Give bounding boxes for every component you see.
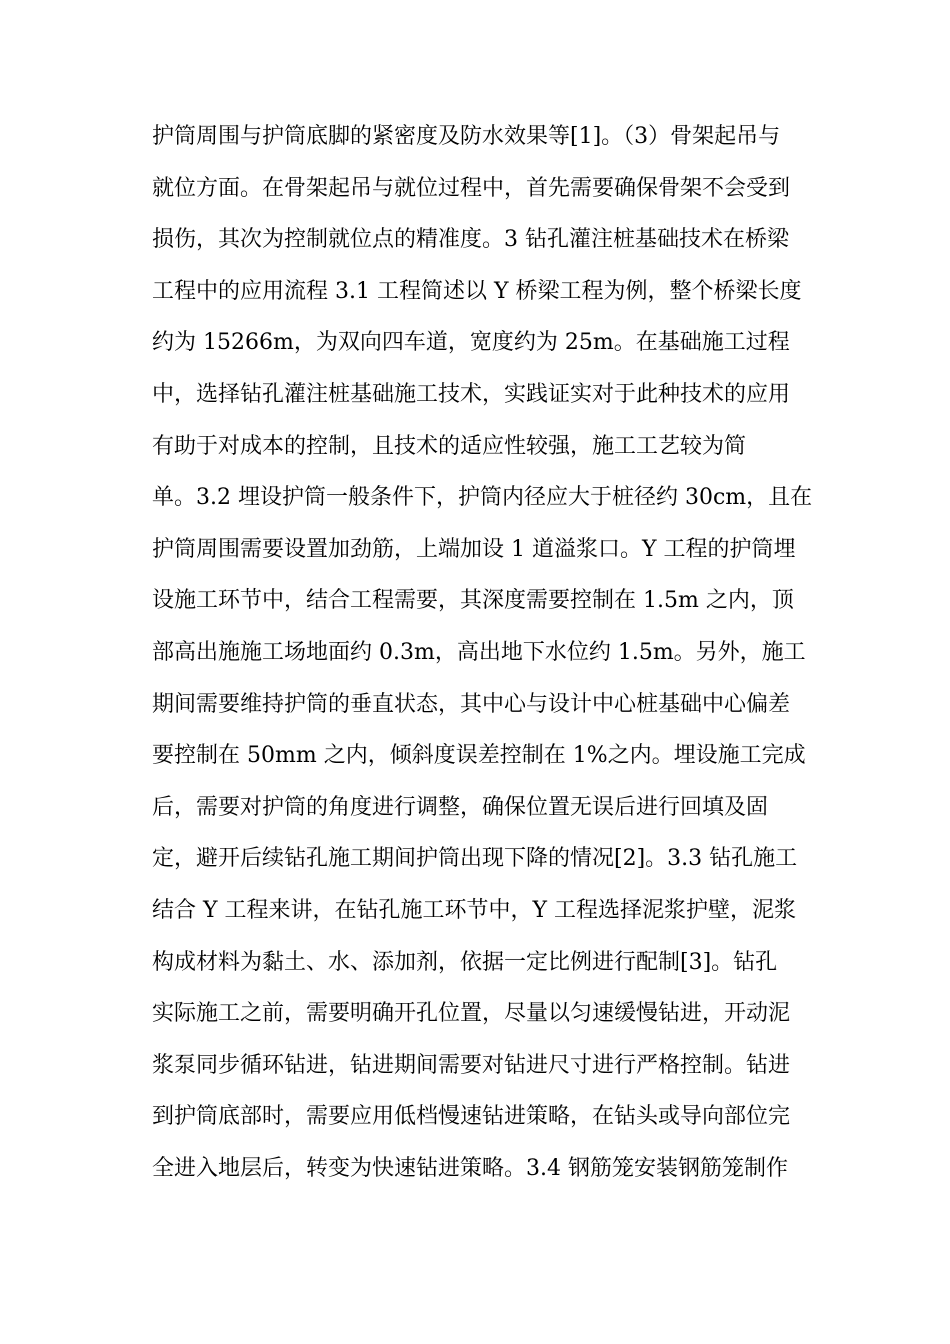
text-line: 有助于对成本的控制，且技术的适应性较强，施工工艺较为简 — [152, 433, 747, 459]
text-line: 实际施工之前，需要明确开孔位置，尽量以匀速缓慢钻进，开动泥 — [152, 1001, 791, 1027]
text-line: 结合 Y 工程来讲，在钻孔施工环节中，Y 工程选择泥浆护壁，泥浆 — [152, 897, 797, 923]
text-line: 就位方面。在骨架起吊与就位过程中，首先需要确保骨架不会受到 — [152, 175, 791, 201]
text-line: 护筒周围需要设置加劲筋，上端加设 1 道溢浆口。Y 工程的护筒埋 — [152, 536, 796, 562]
text-line: 定，避开后续钻孔施工期间护筒出现下降的情况[2]。3.3 钻孔施工 — [152, 846, 798, 872]
body-text — [152, 111, 812, 1194]
text-line: 约为 15266m，为双向四车道，宽度约为 25m。在基础施工过程 — [152, 330, 790, 356]
text-line: 护筒周围与护筒底脚的紧密度及防水效果等[1]。（3）骨架起吊与 — [152, 124, 781, 149]
text-line: 损伤，其次为控制就位点的精准度。3 钻孔灌注桩基础技术在桥梁 — [152, 227, 789, 253]
text-line: 中，选择钻孔灌注桩基础施工技术，实践证实对于此种技术的应用 — [152, 381, 791, 407]
text-line: 单。3.2 埋设护筒一般条件下，护筒内径应大于桩径约 30cm，且在 — [152, 485, 813, 511]
text-line: 工程中的应用流程 3.1 工程简述以 Y 桥梁工程为例，整个桥梁长度 — [152, 278, 802, 304]
text-line: 设施工环节中，结合工程需要，其深度需要控制在 1.5m 之内，顶 — [152, 588, 794, 614]
text-line: 构成材料为黏土、水、添加剂，依据一定比例进行配制[3]。钻孔 — [152, 949, 778, 975]
text-line: 到护筒底部时，需要应用低档慢速钻进策略，在钻头或导向部位完 — [152, 1104, 791, 1130]
text-line: 部高出施施工场地面约 0.3m，高出地下水位约 1.5m。另外，施工 — [152, 639, 806, 665]
text-line: 后，需要对护筒的角度进行调整，确保位置无误后进行回填及固 — [152, 794, 769, 820]
text-line: 期间需要维持护筒的垂直状态，其中心与设计中心桩基础中心偏差 — [152, 691, 791, 717]
text-line: 浆泵同步循环钻进，钻进期间需要对钻进尺寸进行严格控制。钻进 — [152, 1052, 791, 1078]
text-line: 要控制在 50mm 之内，倾斜度误差控制在 1%之内。埋设施工完成 — [152, 743, 806, 769]
text-line: 全进入地层后，转变为快速钻进策略。3.4 钢筋笼安装钢筋笼制作 — [152, 1155, 788, 1181]
